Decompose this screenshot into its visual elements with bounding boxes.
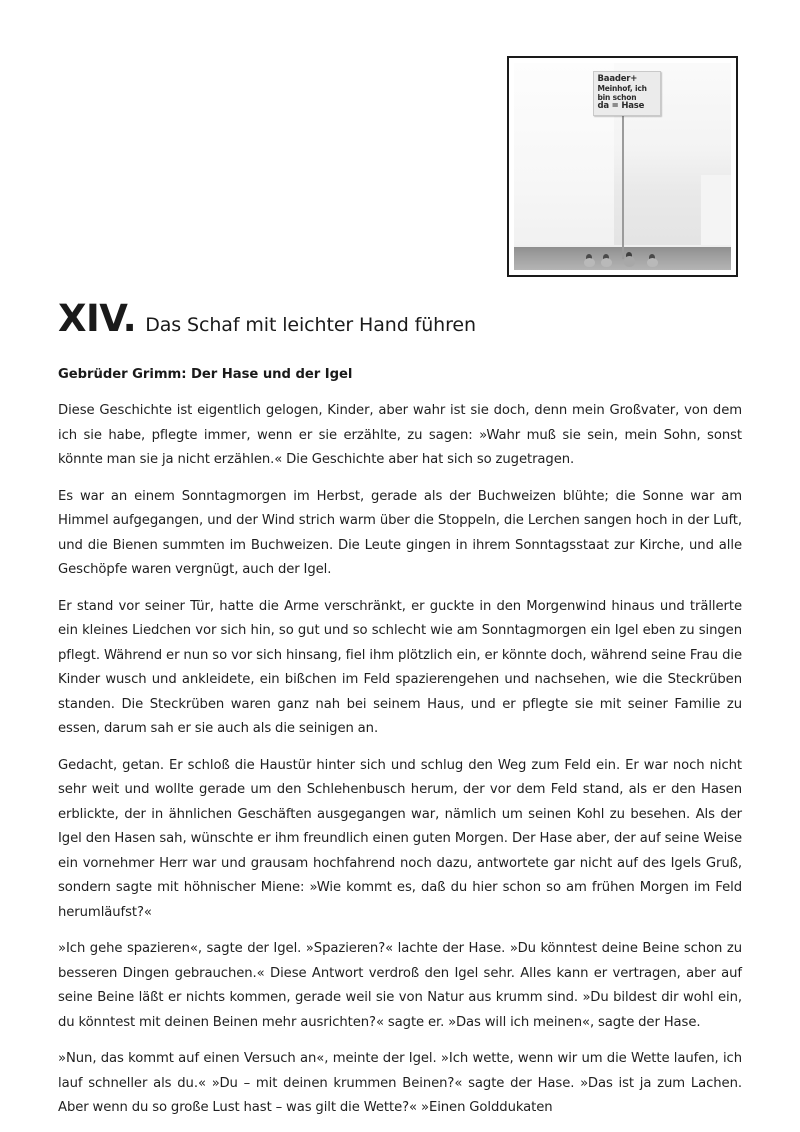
animal-figure [600,253,612,267]
paragraph: »Nun, das kommt auf einen Versuch an«, meinte der Igel. »Ich wette, wenn wir um die Wette laufen, ich lauf schneller als du.« »Du – mit deinen krummen Beinen?« sagte der Hase. »Das ist ja zum Lachen. Aber wenn du so große Lust hast – was gilt die Wette?« »Einen Golddukaten [58,1051,742,1115]
chapter-number: XIV. [58,297,137,340]
paragraph: »Ich gehe spazieren«, sagte der Igel. »Spazieren?« lachte der Hase. »Du könntest deine Beine schon zu besseren Dingen gebrauchen.« Diese Antwort verdroß den Igel sehr. Alles kann er vertragen, aber auf seine Beine läßt er nichts kommen, gerade weil sie von Natur aus krumm sind. »Du bildest dir wohl ein, du könntest mit deinen Beinen mehr ausrichten?« sagte er. »Das will ich meinen«, sagte der Hase. [58,941,742,1030]
animal-figure [623,251,635,267]
sign-line-3: bin schon [597,93,637,102]
chapter-title: Das Schaf mit leichter Hand führen [145,314,476,336]
figure-photo [514,63,731,270]
photo-animal-figures [575,250,671,267]
sign-line-1: Baader+ [597,74,638,84]
page-title [58,297,742,340]
paragraph: Es war an einem Sonntagmorgen im Herbst, gerade als der Buchweizen blühte; die Sonne war am Himmel aufgegangen, und der Wind strich warm über die Stoppeln, die Lerchen sangen hoch in der Luft, und die Bienen summten im Buchweizen. Die Leute gingen in ihrem Sonntagsstaat zur Kirche, und alle Geschöpfe waren vergnügt, auch der Igel. [58,488,742,577]
protest-sign [593,71,661,116]
sign-line-2: Meinhof, ich [597,84,647,93]
paragraph: Er stand vor seiner Tür, hatte die Arme verschränkt, er guckte in den Morgenwind hinaus und trällerte ein kleines Liedchen vor sich hin, so gut und so schlecht wie am Sonntagmorgen ein Igel eben zu singen pflegt. Während er nun so vor sich hinsang, fiel ihm plötzlich ein, er könnte doch, während seine Frau die Kinder wusch und ankleidete, ein bißchen im Feld spazierengehen und nachsehen, wie die Steckrüben standen. Die Steckrüben waren ganz nah bei seinem Haus, und er pflegte sie mit seiner Familie zu essen, darum sah er sie auch als die seinigen an. [58,598,742,736]
paragraph: Diese Geschichte ist eigentlich gelogen, Kinder, aber wahr ist sie doch, denn mein Großvater, von dem ich sie habe, pflegte immer, wenn er sie erzählte, zu sagen: »Wahr muß sie sein, mein Sohn, sonst könnte man sie ja nicht erzählen.« Die Geschichte aber hat sich so zugetragen. [58,403,742,467]
animal-figure [646,253,658,267]
body-text [58,399,742,1121]
figure-frame [507,56,738,277]
animal-figure [583,253,595,267]
paragraph: Gedacht, getan. Er schloß die Haustür hinter sich und schlug den Weg zum Feld ein. Er war noch nicht sehr weit und wollte gerade um den Schlehenbusch herum, der vor dem Feld stand, als er den Hasen erblickte, der in ähnlichen Geschäften ausgegangen war, nämlich um seinen Kohl zu besehen. Als der Igel den Hasen sah, wünschte er ihm freundlich einen guten Morgen. Der Hase aber, der auf seine Weise ein vornehmer Herr war und grausam hochfahrend noch dazu, antwortete gar nicht auf des Igels Gruß, sondern sagte mit höhnischer Miene: »Wie kommt es, daß du hier schon so am frühen Morgen im Feld herumläufst?« [58,757,742,920]
sign-line-4: da = Hase [597,101,645,111]
signpost-pole-icon [622,107,624,259]
source-attribution: Gebrüder Grimm: Der Hase und der Igel [58,367,353,382]
photo-background-band [701,175,731,247]
page-content [58,297,742,1121]
